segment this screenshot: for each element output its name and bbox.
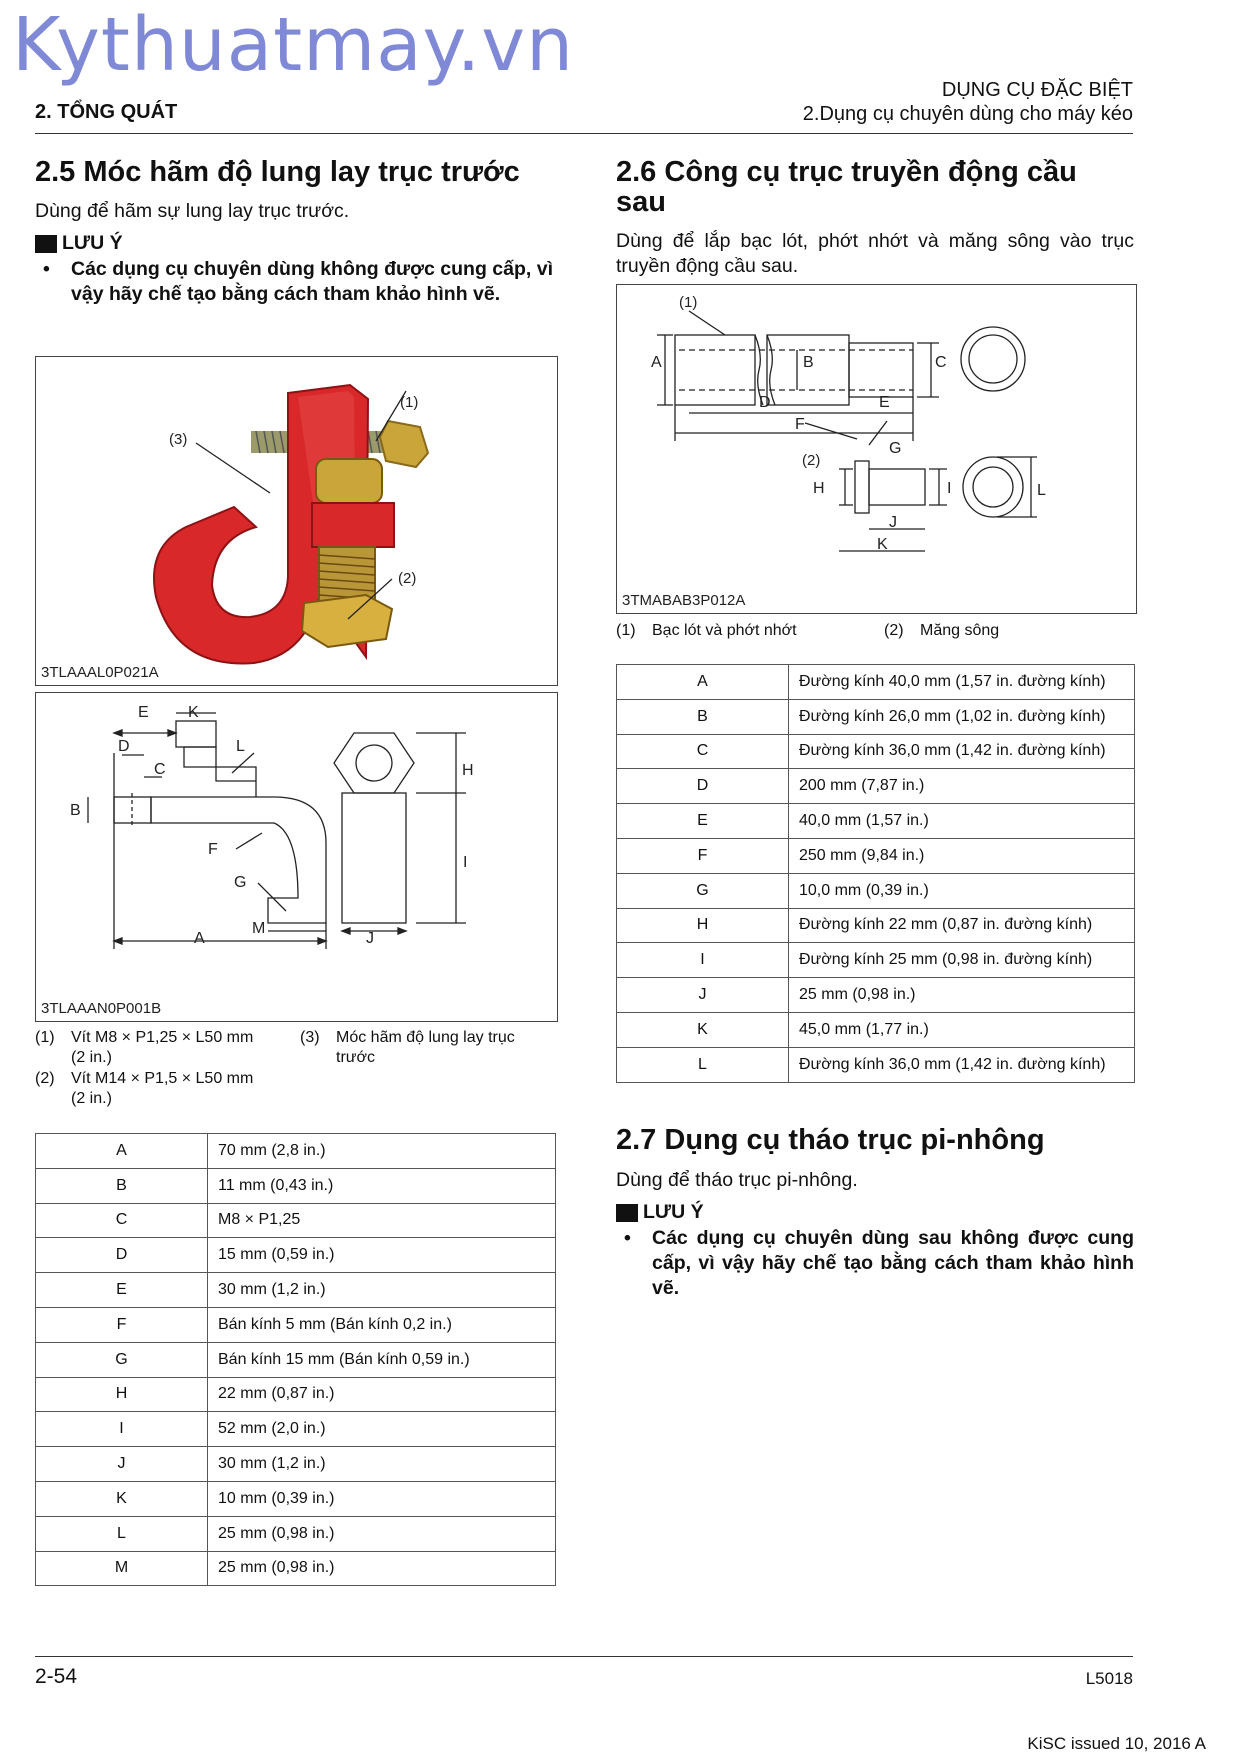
caption-item — [616, 621, 866, 641]
small-bolt-head — [380, 421, 428, 467]
table-row — [617, 1047, 1135, 1082]
table-row — [36, 1238, 556, 1273]
table-cell-value: 10,0 mm (0,39 in.) — [789, 873, 1135, 908]
table-row — [36, 1516, 556, 1551]
table-cell-key: E — [617, 804, 789, 839]
table-cell-key: L — [617, 1047, 789, 1082]
table-row — [617, 734, 1135, 769]
caption-number: (3) — [300, 1029, 320, 1046]
drawing-letter-e: E — [879, 394, 890, 411]
drawing-letter-m: M — [252, 920, 266, 937]
table-row — [617, 769, 1135, 804]
nut-hex-outline — [334, 733, 414, 793]
table-cell-value: Đường kính 26,0 mm (1,02 in. đường kính) — [789, 699, 1135, 734]
table-row — [617, 908, 1135, 943]
note-heading-text: LƯU Ý — [643, 1201, 704, 1223]
drawing-letter-k: K — [188, 704, 199, 721]
shaft-left-part — [675, 335, 755, 405]
table-cell-value: 200 mm (7,87 in.) — [789, 769, 1135, 804]
section-2-5-captions-right — [300, 1028, 540, 1068]
table-cell-key: H — [36, 1377, 208, 1412]
table-cell-value: 45,0 mm (1,77 in.) — [789, 1012, 1135, 1047]
table-cell-value: 250 mm (9,84 in.) — [789, 838, 1135, 873]
issue-info: KiSC issued 10, 2016 A — [1027, 1734, 1206, 1753]
caption-text: Vít M8 × P1,25 × L50 mm (2 in.) — [71, 1029, 254, 1066]
table-cell-value: 22 mm (0,87 in.) — [208, 1377, 556, 1412]
section-2-5-dimension-table — [35, 1133, 556, 1586]
drawing-letter-i: I — [947, 480, 952, 497]
front-axle-hook-drawing — [35, 692, 558, 1022]
table-cell-key: M — [36, 1551, 208, 1586]
table-cell-key: C — [617, 734, 789, 769]
table-cell-value: 30 mm (1,2 in.) — [208, 1273, 556, 1308]
table-cell-value: 25 mm (0,98 in.) — [208, 1516, 556, 1551]
table-row — [617, 873, 1135, 908]
table-cell-value: Đường kính 36,0 mm (1,42 in. đường kính) — [789, 734, 1135, 769]
table-cell-value: Đường kính 36,0 mm (1,42 in. đường kính) — [789, 1047, 1135, 1082]
table-cell-key: E — [36, 1273, 208, 1308]
table-cell-key: K — [36, 1481, 208, 1516]
photo-callout-3: (3) — [169, 431, 188, 448]
table-row — [36, 1342, 556, 1377]
table-cell-key: A — [617, 665, 789, 700]
table-row — [617, 838, 1135, 873]
table-cell-value: Bán kính 15 mm (Bán kính 0,59 in.) — [208, 1342, 556, 1377]
caption-item — [884, 621, 1134, 641]
note-bullet-text: Các dụng cụ chuyên dùng sau không được cung cấp, vì vậy hãy chế tạo bằng cách tham khảo hình vẽ. — [652, 1227, 1134, 1299]
hook-front-outline — [342, 793, 406, 923]
ring-outer-bottom — [963, 457, 1023, 517]
caption-text: Vít M14 × P1,5 × L50 mm (2 in.) — [71, 1070, 254, 1107]
caption-number: (1) — [616, 622, 636, 639]
table-row — [617, 665, 1135, 700]
table-cell-key: K — [617, 1012, 789, 1047]
drawing-letter-j: J — [366, 930, 374, 947]
chapter-header: 2. TỔNG QUÁT — [35, 101, 178, 123]
drawing-letter-h: H — [813, 480, 825, 497]
section-header-line1: DỤNG CỤ ĐẶC BIỆT — [941, 79, 1133, 101]
bullet-icon: • — [43, 258, 50, 280]
drawing-letter-d: D — [759, 394, 771, 411]
table-cell-value: 15 mm (0,59 in.) — [208, 1238, 556, 1273]
table-cell-value: M8 × P1,25 — [208, 1203, 556, 1238]
section-header — [803, 78, 1133, 126]
table-row — [617, 943, 1135, 978]
photo-callout-1: (1) — [400, 394, 419, 411]
section-2-6-dimension-table — [616, 664, 1135, 1083]
section-2-5-note-bullet — [43, 257, 553, 307]
table-cell-key: B — [617, 699, 789, 734]
table-cell-key: G — [36, 1342, 208, 1377]
caption-text: Bạc lót và phớt nhớt — [652, 622, 797, 639]
table-cell-value: 30 mm (1,2 in.) — [208, 1447, 556, 1482]
section-2-5-captions-left — [35, 1028, 295, 1109]
table-cell-value: 11 mm (0,43 in.) — [208, 1168, 556, 1203]
shaft-right-part — [849, 343, 913, 397]
table-cell-key: F — [617, 838, 789, 873]
table-cell-value: 40,0 mm (1,57 in.) — [789, 804, 1135, 839]
table-row — [36, 1447, 556, 1482]
drawing-letter-c: C — [154, 761, 166, 778]
caption-item — [35, 1028, 295, 1068]
table-cell-value: 25 mm (0,98 in.) — [208, 1551, 556, 1586]
photo-figure-code: 3TLAAAL0P021A — [41, 664, 159, 681]
drawing-letter-e: E — [138, 704, 149, 721]
drawing-letter-b: B — [70, 802, 81, 819]
table-row — [36, 1481, 556, 1516]
table-cell-value: 10 mm (0,39 in.) — [208, 1481, 556, 1516]
sleeve-body — [869, 469, 925, 505]
table-cell-key: J — [617, 978, 789, 1013]
note-bullet-text: Các dụng cụ chuyên dùng không được cung cấp, vì vậy hãy chế tạo bằng cách tham khảo hình vẽ. — [71, 258, 553, 305]
note-heading-text: LƯU Ý — [62, 232, 123, 254]
caption-text: Măng sông — [920, 622, 1000, 639]
section-2-6-title-line2: sau — [616, 186, 666, 218]
drawing-letter-c: C — [935, 354, 947, 371]
table-cell-value: 52 mm (2,0 in.) — [208, 1412, 556, 1447]
photo-callout-2: (2) — [398, 570, 417, 587]
table-cell-value: Đường kính 22 mm (0,87 in. đường kính) — [789, 908, 1135, 943]
table-cell-key: I — [36, 1412, 208, 1447]
section-2-5-note-heading — [35, 232, 123, 255]
table-cell-key: J — [36, 1447, 208, 1482]
table-cell-key: L — [36, 1516, 208, 1551]
drawing-letter-a: A — [194, 930, 205, 947]
drawing-letter-f: F — [208, 841, 218, 858]
section-2-5-title: 2.5 Móc hãm độ lung lay trục trước — [35, 156, 520, 188]
rear-axle-tool-drawing — [616, 284, 1137, 614]
ring-outer-top — [961, 327, 1025, 391]
hook-side-outline — [151, 747, 326, 923]
drawing-letter-l: L — [236, 738, 245, 755]
table-row — [36, 1134, 556, 1169]
caption-number: (2) — [884, 622, 904, 639]
table-row — [36, 1551, 556, 1586]
ring-inner-bottom — [973, 467, 1013, 507]
table-row — [617, 978, 1135, 1013]
table-cell-key: A — [36, 1134, 208, 1169]
page-number: 2-54 — [35, 1665, 78, 1688]
section-2-6-description: Dùng để lắp bạc lót, phớt nhớt và măng sông vào trục truyền động cầu sau. — [616, 230, 1134, 277]
drawing-letter-k: K — [877, 536, 888, 553]
drawing-letter-d: D — [118, 738, 130, 755]
drawing-letter-g: G — [234, 874, 247, 891]
drawing-letter-j: J — [889, 514, 897, 531]
bullet-icon: • — [624, 1227, 631, 1249]
sleeve-flange — [855, 461, 869, 513]
table-row — [36, 1307, 556, 1342]
table-cell-value: Đường kính 40,0 mm (1,57 in. đường kính) — [789, 665, 1135, 700]
model-code: L5018 — [1085, 1669, 1133, 1688]
large-bolt-head — [302, 595, 392, 647]
table-cell-key: D — [617, 769, 789, 804]
table-cell-key: D — [36, 1238, 208, 1273]
section-2-5-description: Dùng để hãm sự lung lay trục trước. — [35, 200, 350, 222]
header-divider — [35, 133, 1133, 134]
table-row — [36, 1168, 556, 1203]
table-row — [36, 1377, 556, 1412]
table-cell-key: F — [36, 1307, 208, 1342]
hook-dimension-drawing — [36, 693, 557, 1021]
section-2-7-description: Dùng để tháo trục pi-nhông. — [616, 1169, 858, 1191]
table-cell-key: C — [36, 1203, 208, 1238]
rear-axle-tool-dimension-drawing — [617, 285, 1136, 613]
caption-text: Móc hãm độ lung lay trục trước — [336, 1029, 515, 1066]
table-cell-value: 25 mm (0,98 in.) — [789, 978, 1135, 1013]
drawing-letter-i: I — [463, 854, 468, 871]
front-axle-hook-photo — [35, 356, 558, 686]
drawing-letter-a: A — [651, 354, 662, 371]
drawing-letter-g: G — [889, 440, 902, 457]
table-row — [617, 804, 1135, 839]
section-2-7-note-bullet — [624, 1226, 1134, 1301]
drawing-figure-code: 3TMABAB3P012A — [622, 592, 746, 609]
note-square-icon — [35, 235, 57, 253]
table-row — [36, 1203, 556, 1238]
watermark-logo: Kythuatmay.vn — [12, 2, 575, 88]
note-square-icon — [616, 1204, 638, 1222]
footer-divider — [35, 1656, 1133, 1657]
section-2-6-title-line1: 2.6 Công cụ trục truyền động cầu — [616, 156, 1077, 188]
caption-number: (1) — [35, 1029, 55, 1046]
section-2-7-title: 2.7 Dụng cụ tháo trục pi-nhông — [616, 1124, 1045, 1156]
table-cell-value: Đường kính 25 mm (0,98 in. đường kính) — [789, 943, 1135, 978]
red-nut-block — [312, 503, 394, 547]
drawing-letter-h: H — [462, 762, 474, 779]
table-row — [617, 1012, 1135, 1047]
section-2-7-note-heading — [616, 1201, 704, 1224]
table-cell-key: G — [617, 873, 789, 908]
drawing-callout-1: (1) — [679, 294, 698, 311]
table-cell-key: B — [36, 1168, 208, 1203]
table-row — [617, 699, 1135, 734]
large-nut-top — [316, 459, 382, 503]
caption-item — [300, 1028, 540, 1068]
drawing-letter-b: B — [803, 354, 814, 371]
table-cell-value: Bán kính 5 mm (Bán kính 0,2 in.) — [208, 1307, 556, 1342]
section-2-6-title — [616, 157, 1136, 217]
table-cell-key: H — [617, 908, 789, 943]
drawing-callout-2: (2) — [802, 452, 821, 469]
caption-number: (2) — [35, 1070, 55, 1087]
hook-photo-illustration — [36, 357, 557, 685]
caption-item — [35, 1069, 295, 1109]
nut-hole — [356, 745, 392, 781]
ring-inner-top — [969, 335, 1017, 383]
table-row — [36, 1412, 556, 1447]
hook-top-block — [176, 721, 216, 747]
table-cell-key: I — [617, 943, 789, 978]
table-row — [36, 1273, 556, 1308]
drawing-letter-l: L — [1037, 482, 1046, 499]
table-cell-value: 70 mm (2,8 in.) — [208, 1134, 556, 1169]
drawing-figure-code: 3TLAAAN0P001B — [41, 1000, 162, 1017]
section-header-line2: 2.Dụng cụ chuyên dùng cho máy kéo — [802, 103, 1133, 125]
drawing-letter-f: F — [795, 416, 805, 433]
